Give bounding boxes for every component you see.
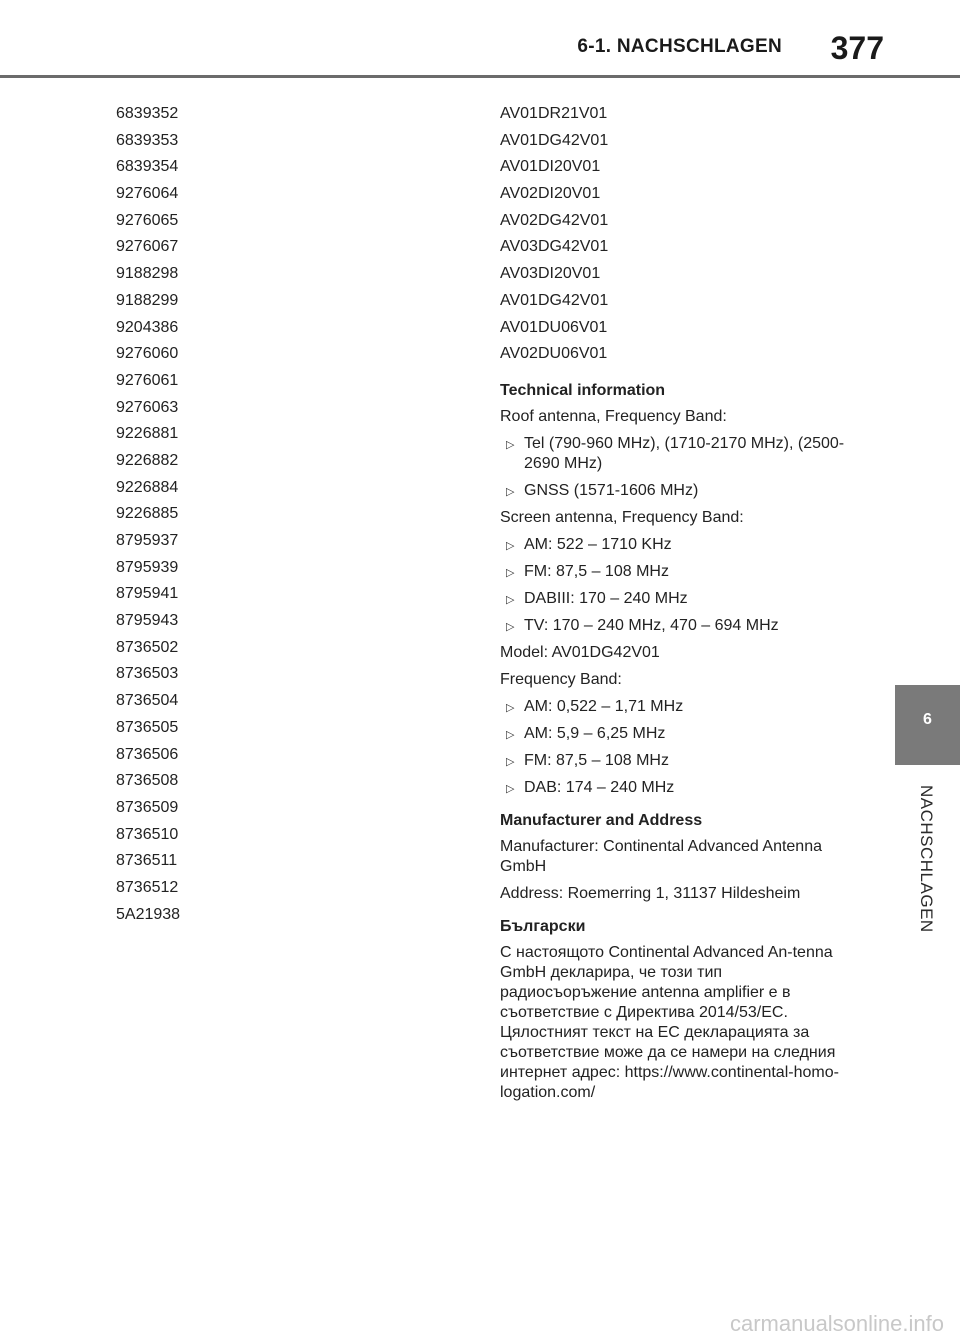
part-number: 8795941	[116, 585, 179, 603]
manufacturer-heading: Manufacturer and Address	[500, 811, 703, 829]
part-number: 6839353	[116, 131, 179, 149]
address-line: Address: Roemerring 1, 31137 Hildesheim	[500, 884, 801, 902]
part-number: 8795937	[116, 532, 179, 549]
part-number: 9226881	[116, 425, 179, 443]
part-number: 8736502	[116, 638, 179, 656]
list-item: ▷ AM: 5,9 – 6,25 MHz	[500, 724, 845, 744]
triangle-right-outline-icon: ▷	[506, 485, 515, 498]
technical-content	[500, 101, 845, 1103]
model-code: AV01DR21V01	[500, 105, 608, 122]
triangle-right-outline-icon: ▷	[506, 782, 515, 795]
frequency-intro: Frequency Band:	[500, 670, 622, 688]
part-number: 5A21938	[116, 905, 181, 923]
part-number: 8736510	[116, 825, 179, 843]
model-code: AV02DU06V01	[500, 345, 608, 363]
triangle-right-outline-icon: ▷	[506, 438, 515, 451]
section-title: 6-1. NACHSCHLAGEN	[577, 36, 782, 57]
part-number: 9276060	[116, 345, 179, 363]
triangle-right-outline-icon: ▷	[506, 539, 515, 552]
triangle-right-outline-icon: ▷	[506, 620, 515, 633]
list-item: ▷ FM: 87,5 – 108 MHz	[500, 562, 845, 582]
page-header	[0, 0, 960, 78]
triangle-right-outline-icon: ▷	[506, 593, 515, 606]
part-number: 9276064	[116, 185, 179, 203]
part-number: 9276063	[116, 398, 179, 416]
page-number: 377	[830, 30, 884, 66]
part-number: 9276065	[116, 211, 179, 229]
chapter-tab	[895, 685, 960, 765]
list-item: ▷ DABIII: 170 – 240 MHz	[500, 589, 845, 609]
part-number: 8736509	[116, 798, 179, 816]
part-number: 8736505	[116, 718, 179, 736]
model-code: AV03DG42V01	[500, 238, 609, 256]
manufacturer-line: Manufacturer: Continental Advanced Antenna GmbH	[500, 837, 822, 875]
chapter-label: NACHSCHLAGEN	[917, 785, 936, 933]
model-code: AV02DG42V01	[500, 211, 609, 229]
model-code: AV01DU06V01	[500, 318, 608, 336]
part-number: 9276061	[116, 371, 179, 389]
part-number: 9226884	[116, 478, 179, 496]
list-item: ▷ FM: 87,5 – 108 MHz	[500, 751, 845, 771]
part-number: 8795943	[116, 612, 179, 630]
part-number: 8736503	[116, 665, 179, 683]
screen-antenna-intro: Screen antenna, Frequency Band:	[500, 508, 744, 526]
part-number: 8736506	[116, 745, 179, 763]
part-number: 6839354	[116, 158, 179, 176]
part-number: 8795939	[116, 558, 179, 576]
bulgarian-declaration: С настоящото Continental Advanced An-tenna GmbH декларира, че този тип радиосъоръжение antenna amplifier е в съответствие с Директива 2014/53/EC. Цялостният текст на ЕС декларацията за съответствие може да се намери на следния интернет адрес: https://www.continental-homo-logation.com/	[500, 943, 839, 1101]
model-code: AV01DI20V01	[500, 158, 601, 176]
part-number: 8736512	[116, 878, 179, 896]
triangle-right-outline-icon: ▷	[506, 755, 515, 768]
bulgarian-heading: Български	[500, 917, 586, 935]
part-number: 8736511	[116, 852, 178, 870]
model-code: AV01DG42V01	[500, 291, 609, 309]
part-number: 8736508	[116, 772, 179, 790]
part-number: 9276067	[116, 238, 179, 256]
triangle-right-outline-icon: ▷	[506, 566, 515, 579]
list-item: ▷ Tel (790-960 MHz), (1710-2170 MHz), (2500-2690 MHz)	[506, 434, 845, 472]
part-number: 9226882	[116, 451, 179, 469]
part-number-list	[116, 101, 276, 928]
model-code: AV01DG42V01	[500, 131, 609, 149]
part-number: 9226885	[116, 505, 179, 523]
part-number: 8736504	[116, 692, 179, 710]
model-code: AV03DI20V01	[500, 265, 601, 283]
part-number: 6839352	[116, 105, 179, 122]
list-item: ▷ AM: 522 – 1710 KHz	[500, 535, 845, 555]
technical-info-heading: Technical information	[500, 381, 666, 399]
header-rule	[0, 75, 960, 78]
watermark: carmanualsonline.info	[729, 1311, 944, 1336]
list-item: ▷ GNSS (1571-1606 MHz)	[500, 481, 845, 501]
triangle-right-outline-icon: ▷	[506, 728, 515, 741]
part-number: 9204386	[116, 318, 179, 336]
part-number: 9188298	[116, 265, 179, 283]
roof-antenna-intro: Roof antenna, Frequency Band:	[500, 407, 727, 425]
model-code: AV02DI20V01	[500, 185, 601, 203]
chapter-number: 6	[923, 711, 932, 728]
list-item: ▷ DAB: 174 – 240 MHz	[500, 778, 845, 798]
list-item: ▷ TV: 170 – 240 MHz, 470 – 694 MHz	[500, 616, 845, 636]
model-line: Model: AV01DG42V01	[500, 643, 660, 661]
list-item: ▷ AM: 0,522 – 1,71 MHz	[500, 697, 845, 717]
triangle-right-outline-icon: ▷	[506, 701, 515, 714]
part-number: 9188299	[116, 291, 179, 309]
